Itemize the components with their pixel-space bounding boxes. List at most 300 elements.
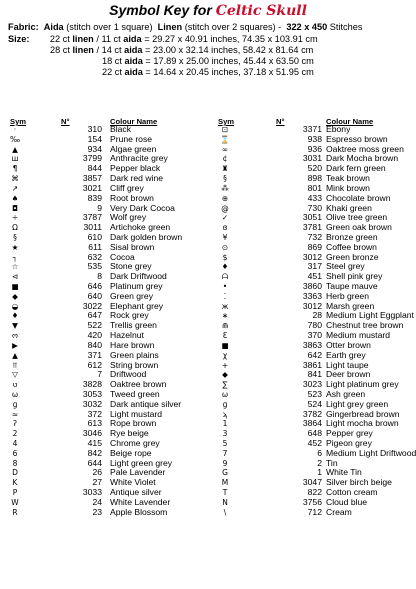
colour-name: Earth grey xyxy=(326,349,366,360)
symbol-icon: ◆ xyxy=(12,291,18,301)
colour-name: Dark antique silver xyxy=(110,398,182,409)
key-row xyxy=(0,233,208,243)
colour-name: White Violet xyxy=(110,477,156,488)
colour-name: Green bronze xyxy=(326,251,379,262)
colour-name: Light mocha brown xyxy=(326,418,399,429)
size-dimensions: = 29.27 x 40.91 inches, 74.35 x 103.91 cm xyxy=(141,34,318,44)
size-line-4 xyxy=(102,67,314,78)
floss-number: 610 xyxy=(87,231,102,242)
floss-number: 3363 xyxy=(302,290,322,301)
colour-name: Dark red wine xyxy=(110,173,164,184)
size-count: 18 ct xyxy=(102,56,125,66)
colour-name: Cloud blue xyxy=(326,496,368,507)
symbol-icon: Ω xyxy=(12,223,18,233)
floss-number: 3011 xyxy=(83,222,102,233)
floss-number: 840 xyxy=(87,339,102,350)
symbol-icon: ⋒ xyxy=(221,321,229,331)
floss-number: 613 xyxy=(87,418,102,429)
symbol-icon: ∑ xyxy=(222,380,228,390)
floss-number: 822 xyxy=(307,487,322,498)
symbol-icon: ▶ xyxy=(12,340,18,350)
colour-name: Pigeon grey xyxy=(326,438,372,448)
colour-name: Light mustard xyxy=(110,408,163,419)
floss-number: 26 xyxy=(92,467,102,478)
symbol-icon: ო xyxy=(12,331,18,341)
floss-number: 612 xyxy=(87,359,102,370)
symbol-icon: ◒ xyxy=(11,301,19,311)
colour-name: White Lavender xyxy=(110,496,171,507)
key-row xyxy=(0,351,208,361)
size-count: / 14 ct xyxy=(93,45,125,55)
key-row xyxy=(0,125,208,135)
floss-number: 839 xyxy=(87,192,102,203)
floss-number: 611 xyxy=(88,241,102,252)
key-row xyxy=(0,429,208,439)
floss-number: 420 xyxy=(87,330,102,341)
symbol-icon: ∞ xyxy=(221,144,229,154)
symbol-icon: D xyxy=(12,468,18,478)
symbol-icon: T xyxy=(222,488,228,498)
symbol-icon: ⫪ xyxy=(12,360,18,370)
key-column-right xyxy=(208,125,416,518)
key-row xyxy=(0,302,208,312)
size-count: 28 ct xyxy=(50,45,73,55)
symbol-icon: 8 xyxy=(12,458,18,468)
symbol-icon: N xyxy=(222,497,228,507)
symbol-icon: ᗩ xyxy=(221,272,229,282)
fabric-label: Fabric: xyxy=(8,22,39,32)
symbol-icon: ⊙ xyxy=(221,242,229,252)
floss-number: 3828 xyxy=(82,379,102,390)
header-num-right: N° xyxy=(276,117,285,126)
colour-name: Antique silver xyxy=(110,487,162,498)
symbol-icon: ⊲ xyxy=(11,272,19,282)
colour-name: Silver birch beige xyxy=(326,477,392,488)
size-count: / 11 ct xyxy=(93,34,124,44)
floss-number: 520 xyxy=(307,163,322,174)
symbol-icon: @ xyxy=(221,203,229,213)
symbol-icon: ⌘ xyxy=(11,174,19,184)
key-row xyxy=(0,468,208,478)
key-row xyxy=(0,145,208,155)
symbol-icon: ⁂ xyxy=(221,183,229,193)
colour-name: Mink brown xyxy=(326,182,370,193)
key-row xyxy=(0,164,208,174)
colour-name: Oaktree moss green xyxy=(326,143,404,154)
symbol-icon: W xyxy=(11,497,19,507)
colour-name: Medium Light Driftwood xyxy=(326,447,416,458)
symbol-icon: ɞ xyxy=(222,223,228,233)
floss-number: 869 xyxy=(307,241,322,252)
colour-name: Driftwood xyxy=(110,369,147,380)
colour-name: Beige rope xyxy=(110,447,152,458)
colour-name: Rye beige xyxy=(110,428,149,439)
key-row xyxy=(0,361,208,371)
page-title xyxy=(0,2,416,19)
colour-name: Ebony xyxy=(326,124,351,134)
floss-number: 3012 xyxy=(302,300,322,311)
symbol-icon: · xyxy=(13,125,17,134)
symbol-icon: ¢ xyxy=(222,154,228,164)
symbol-icon: 5 xyxy=(222,439,228,448)
colour-name: Pepper black xyxy=(110,163,161,174)
colour-name: Algae green xyxy=(110,143,157,154)
floss-number: 523 xyxy=(307,388,322,399)
key-row xyxy=(0,282,208,292)
floss-number: 646 xyxy=(87,281,102,291)
floss-number: 9 xyxy=(97,202,102,213)
symbol-icon: ⁚ xyxy=(223,291,227,301)
colour-name: Hazelnut xyxy=(110,330,144,341)
floss-number: 3860 xyxy=(302,281,322,291)
size-line-2 xyxy=(50,45,313,56)
symbol-icon: $ xyxy=(222,252,228,262)
symbol-icon: G xyxy=(222,468,228,478)
colour-name: Tin xyxy=(326,457,338,468)
symbol-icon: ◆ xyxy=(222,370,228,380)
colour-name: Oaktree brown xyxy=(110,379,167,390)
floss-number: 3781 xyxy=(302,222,322,233)
colour-name: Light green grey xyxy=(110,457,173,468)
colour-name: Prune rose xyxy=(110,133,153,144)
floss-number: 640 xyxy=(87,290,102,301)
stitch-label: Stitches xyxy=(329,22,363,32)
colour-name: Herb green xyxy=(326,290,369,301)
colour-name: Cotton cream xyxy=(326,487,378,498)
symbol-icon: M xyxy=(221,478,229,488)
symbol-icon: ט xyxy=(12,380,18,390)
size-count: 22 ct xyxy=(102,67,125,77)
symbol-icon: ω xyxy=(221,389,229,399)
floss-number: 371 xyxy=(87,349,102,360)
key-row xyxy=(0,272,208,282)
colour-name: Rope brown xyxy=(110,418,157,429)
symbol-icon: • xyxy=(222,282,228,291)
stitch-count: 322 x 450 xyxy=(286,22,328,32)
size-fabric: linen xyxy=(72,45,94,55)
floss-number: 415 xyxy=(87,438,102,448)
colour-name: Cream xyxy=(326,506,352,517)
key-row xyxy=(0,184,208,194)
floss-number: 632 xyxy=(87,251,102,262)
floss-number: 452 xyxy=(307,438,322,448)
floss-number: 801 xyxy=(307,182,322,193)
colour-name: Light taupe xyxy=(326,359,369,370)
symbol-icon: ≈ xyxy=(11,409,19,419)
floss-number: 372 xyxy=(87,408,102,419)
header-name-right: Colour Name xyxy=(326,117,374,126)
key-row xyxy=(208,508,416,518)
symbol-icon: R xyxy=(12,507,18,517)
colour-name: Medium mustard xyxy=(326,330,390,341)
symbol-icon: ■ xyxy=(221,340,229,350)
colour-name: Sisal brown xyxy=(110,241,155,252)
symbol-icon: 4 xyxy=(12,439,18,448)
colour-name: Wolf grey xyxy=(110,212,147,223)
key-row xyxy=(0,488,208,498)
floss-number: 3756 xyxy=(302,496,322,507)
symbol-icon: ☆ xyxy=(11,262,19,272)
floss-number: 934 xyxy=(87,143,102,154)
header-num-left: N° xyxy=(61,117,70,126)
symbol-icon: 2 xyxy=(12,429,18,439)
colour-name: Dark Mocha brown xyxy=(326,153,399,164)
key-row xyxy=(0,449,208,459)
colour-name: Pale Lavender xyxy=(110,467,166,478)
symbol-icon: ϡ xyxy=(222,409,228,419)
colour-name: Anthracite grey xyxy=(110,153,168,164)
floss-number: 524 xyxy=(307,398,322,409)
size-fabric: aida xyxy=(124,67,143,77)
key-row xyxy=(0,370,208,380)
symbol-icon: Ɛ xyxy=(222,331,228,341)
fabric-aida: Aida xyxy=(43,22,64,32)
symbol-icon: ■ xyxy=(11,282,19,291)
symbol-icon: ♜ xyxy=(221,164,229,174)
key-row xyxy=(0,253,208,263)
key-row xyxy=(0,498,208,508)
colour-name: Hare brown xyxy=(110,339,155,350)
colour-name: Dark Driftwood xyxy=(110,271,167,282)
size-count: 22 ct xyxy=(49,34,73,44)
colour-name: Otter brown xyxy=(326,339,371,350)
floss-number: 3021 xyxy=(82,182,102,193)
symbol-icon: ⌛ xyxy=(220,134,230,144)
floss-number: 3046 xyxy=(82,428,102,439)
floss-number: 3787 xyxy=(82,212,102,223)
floss-number: 842 xyxy=(87,447,102,458)
symbol-icon: ▼ xyxy=(12,321,18,331)
colour-name: Cliff grey xyxy=(110,182,144,193)
key-row xyxy=(0,380,208,390)
symbol-icon: ∗ xyxy=(221,311,229,321)
colour-name: Dark fern green xyxy=(326,163,386,174)
size-line-3 xyxy=(102,56,314,67)
colour-name: Black xyxy=(110,124,132,134)
colour-name: String brown xyxy=(110,359,159,370)
title-pattern-name: Celtic Skull xyxy=(215,3,307,19)
symbol-icon: ɡ xyxy=(222,399,228,409)
colour-name: Deer brown xyxy=(326,369,371,380)
floss-number: 154 xyxy=(87,133,102,144)
floss-number: 3031 xyxy=(302,153,322,164)
key-row xyxy=(0,439,208,449)
symbol-icon: ж xyxy=(221,301,229,311)
floss-number: 23 xyxy=(92,506,102,517)
symbol-icon: ¶ xyxy=(12,164,18,174)
floss-number: 732 xyxy=(307,231,322,242)
symbol-icon: 6 xyxy=(12,448,18,458)
colour-name: Chrome grey xyxy=(110,438,160,448)
colour-name: Cocoa xyxy=(110,251,135,262)
fabric-line xyxy=(8,22,362,33)
key-row xyxy=(0,400,208,410)
floss-number: 938 xyxy=(307,133,322,144)
size-dimensions: = 17.89 x 25.00 inches, 45.44 x 63.50 cm xyxy=(142,56,314,66)
symbol-icon: K xyxy=(12,478,18,488)
colour-name: Teak brown xyxy=(326,173,370,184)
floss-number: 3857 xyxy=(82,173,102,184)
size-label: Size: xyxy=(8,34,30,44)
colour-name: Olive tree green xyxy=(326,212,388,223)
symbol-icon: ♦ xyxy=(11,311,19,321)
floss-number: 6 xyxy=(317,447,322,458)
colour-name: Rock grey xyxy=(110,310,149,321)
key-row xyxy=(0,135,208,145)
colour-name: Dark golden brown xyxy=(110,231,183,242)
colour-name: Light grey green xyxy=(326,398,389,409)
size-dimensions: = 23.00 x 32.14 inches, 58.42 x 81.64 cm xyxy=(142,45,314,55)
colour-name: Steel grey xyxy=(326,261,365,272)
key-row xyxy=(0,204,208,214)
colour-name: Very Dark Cocoa xyxy=(110,202,175,213)
colour-name: Chestnut tree brown xyxy=(326,320,404,331)
floss-number: 3047 xyxy=(302,477,322,488)
fabric-linen: Linen xyxy=(157,22,183,32)
key-row xyxy=(0,311,208,321)
colour-name: Green oak brown xyxy=(326,222,392,233)
key-row xyxy=(208,449,416,459)
key-row xyxy=(0,194,208,204)
header-sym-right: Sym xyxy=(218,117,235,126)
symbol-icon: ÷ xyxy=(11,213,19,223)
key-row xyxy=(0,419,208,429)
floss-number: 1 xyxy=(317,467,322,478)
symbol-icon: ┐ xyxy=(12,252,18,262)
floss-number: 27 xyxy=(92,477,102,488)
colour-name: Light platinum grey xyxy=(326,379,399,390)
key-row xyxy=(0,478,208,488)
symbol-icon: § xyxy=(13,232,17,242)
floss-number: 642 xyxy=(307,349,322,360)
floss-number: 844 xyxy=(87,163,102,174)
floss-number: 28 xyxy=(312,310,322,321)
floss-number: 3023 xyxy=(302,379,322,390)
symbol-icon: ω xyxy=(11,389,19,399)
colour-name: Artichoke green xyxy=(110,222,171,233)
floss-number: 317 xyxy=(307,261,322,272)
colour-name: Marsh green xyxy=(326,300,375,311)
symbol-icon: ✓ xyxy=(221,213,229,223)
key-row xyxy=(0,410,208,420)
symbol-icon: § xyxy=(223,174,227,184)
colour-name: Pepper grey xyxy=(326,428,373,439)
key-row xyxy=(0,174,208,184)
floss-number: 936 xyxy=(307,143,322,154)
colour-name: Khaki green xyxy=(326,202,372,213)
floss-number: 3861 xyxy=(302,359,322,370)
floss-number: 451 xyxy=(307,271,322,282)
floss-number: 644 xyxy=(87,457,102,468)
key-row xyxy=(0,292,208,302)
key-row xyxy=(0,243,208,253)
symbol-icon: χ xyxy=(222,350,228,360)
symbol-icon: \ xyxy=(223,507,227,517)
floss-number: 433 xyxy=(307,192,322,203)
symbol-icon: ▽ xyxy=(12,370,18,380)
colour-name: Medium Light Eggplant xyxy=(326,310,414,321)
size-fabric: linen xyxy=(72,34,94,44)
symbol-icon: 3 xyxy=(222,429,228,439)
floss-number: 3799 xyxy=(82,153,102,164)
key-column-left xyxy=(0,125,208,518)
symbol-icon: P xyxy=(12,488,18,498)
floss-number: 647 xyxy=(87,310,102,321)
symbol-icon: ⊡ xyxy=(221,125,229,134)
colour-name: Bronze green xyxy=(326,231,378,242)
key-row xyxy=(0,508,208,518)
symbol-icon: ♦ xyxy=(221,262,229,272)
colour-name: Shell pink grey xyxy=(326,271,383,282)
size-fabric: aida xyxy=(124,56,143,66)
symbol-icon: ɡ xyxy=(12,399,18,409)
floss-number: 2 xyxy=(317,457,322,468)
size-line-1 xyxy=(8,34,318,45)
colour-name: Espresso brown xyxy=(326,133,388,144)
fabric-aida-note: (stitch over 1 square) xyxy=(66,22,153,32)
colour-name: Taupe mauve xyxy=(326,281,378,291)
symbol-icon: ʔ xyxy=(13,419,17,429)
floss-number: 24 xyxy=(92,496,102,507)
symbol-icon: ◘ xyxy=(12,203,18,213)
floss-number: 535 xyxy=(87,261,102,272)
colour-name: Chocolate brown xyxy=(326,192,391,203)
floss-number: 8 xyxy=(97,271,102,282)
colour-name: Green grey xyxy=(110,290,153,301)
key-row xyxy=(208,459,416,469)
colour-name: Elephant grey xyxy=(110,300,164,311)
symbol-icon: + xyxy=(221,360,229,370)
size-fabric: aida xyxy=(123,34,142,44)
floss-number: 648 xyxy=(307,428,322,439)
colour-name: Platinum grey xyxy=(110,281,163,291)
floss-number: 712 xyxy=(307,506,322,517)
title-prefix: Symbol Key for xyxy=(109,2,216,18)
floss-number: 7 xyxy=(97,369,102,380)
floss-number: 730 xyxy=(307,202,322,213)
symbol-icon: ¥ xyxy=(222,232,228,242)
floss-number: 3864 xyxy=(302,418,322,429)
key-row xyxy=(0,154,208,164)
size-fabric: aida xyxy=(124,45,143,55)
symbol-icon: ш xyxy=(11,154,19,164)
symbol-icon: 9 xyxy=(222,458,228,468)
symbol-icon: ★ xyxy=(11,242,19,252)
symbol-icon: ♠ xyxy=(11,193,19,203)
key-row xyxy=(0,341,208,351)
size-dimensions: = 14.64 x 20.45 inches, 37.18 x 51.95 cm xyxy=(142,67,314,77)
floss-number: 3033 xyxy=(82,487,102,498)
fabric-linen-note: (stitch over 2 squares) - xyxy=(184,22,282,32)
floss-number: 3012 xyxy=(302,251,322,262)
symbol-icon: 7 xyxy=(222,448,228,458)
symbol-icon: ▲ xyxy=(12,144,18,154)
colour-name: Ash green xyxy=(326,388,366,399)
floss-number: 3051 xyxy=(302,212,322,223)
header-sym-left: Sym xyxy=(10,117,27,126)
colour-name: Apple Blossom xyxy=(110,506,168,517)
key-row xyxy=(0,331,208,341)
colour-name: Green plains xyxy=(110,349,159,360)
floss-number: 780 xyxy=(307,320,322,331)
floss-number: 370 xyxy=(307,330,322,341)
colour-name: Stone grey xyxy=(110,261,152,272)
floss-number: 898 xyxy=(307,173,322,184)
colour-name: Gingerbread brown xyxy=(326,408,400,419)
symbol-icon: ▲ xyxy=(12,350,18,360)
colour-name: Root brown xyxy=(110,192,154,203)
colour-name: White Tin xyxy=(326,467,362,478)
